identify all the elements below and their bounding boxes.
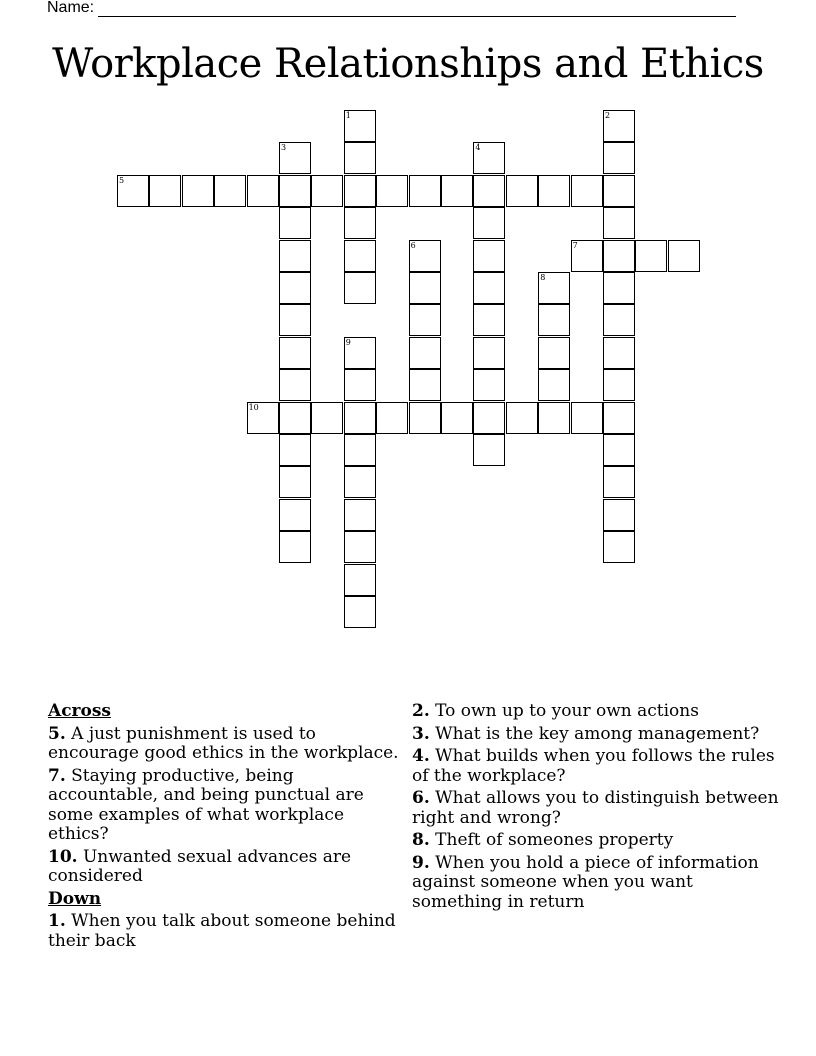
grid-cell[interactable] (668, 240, 700, 272)
grid-cell[interactable] (506, 175, 538, 207)
clue-text: A just punishment is used to encourage good ethics in the workplace. (48, 723, 399, 763)
cell-number: 10 (248, 402, 259, 412)
clue-number: 6. (412, 788, 430, 808)
grid-cell[interactable] (376, 402, 408, 434)
grid-cell[interactable] (279, 499, 311, 531)
grid-cell[interactable] (441, 402, 473, 434)
clue-text: When you talk about someone behind their back (48, 911, 396, 951)
cell-number: 5 (119, 175, 125, 185)
grid-cell[interactable] (344, 272, 376, 304)
clue-text: What is the key among management? (429, 723, 760, 744)
grid-cell[interactable] (344, 466, 376, 498)
grid-cell[interactable] (344, 531, 376, 563)
grid-cell[interactable] (409, 402, 441, 434)
grid-cell[interactable] (344, 564, 376, 596)
grid-cell[interactable] (603, 240, 635, 272)
grid-cell[interactable] (344, 369, 376, 401)
grid-cell[interactable] (538, 402, 570, 434)
grid-cell[interactable] (538, 272, 570, 304)
grid-cell[interactable] (441, 175, 473, 207)
clue-number: 1. (48, 911, 66, 931)
grid-cell[interactable] (344, 207, 376, 239)
grid-cell[interactable] (635, 240, 667, 272)
grid-cell[interactable] (473, 434, 505, 466)
clue-number: 7. (48, 765, 66, 786)
grid-cell[interactable] (279, 175, 311, 207)
grid-cell[interactable] (473, 240, 505, 272)
grid-cell[interactable] (279, 207, 311, 239)
grid-cell[interactable] (473, 207, 505, 239)
grid-cell[interactable] (279, 240, 311, 272)
clue-text: Staying productive, being accountable, and being punctual are some examples of what workplace ethics? (48, 765, 364, 844)
grid-cell[interactable] (603, 434, 635, 466)
grid-cell[interactable] (473, 337, 505, 369)
clue-text: When you hold a piece of information against someone when you want something in return (412, 852, 759, 912)
clue-text: What builds when you follows the rules of the workplace? (412, 746, 775, 786)
grid-cell[interactable] (506, 402, 538, 434)
grid-cell[interactable] (247, 175, 279, 207)
grid-cell[interactable] (214, 175, 246, 207)
clue-across-5 (48, 725, 408, 764)
grid-cell[interactable] (149, 175, 181, 207)
clue-down-3 (412, 725, 782, 745)
cell-number: 9 (345, 337, 351, 347)
grid-cell[interactable] (473, 369, 505, 401)
grid-cell[interactable] (279, 531, 311, 563)
grid-cell[interactable] (603, 402, 635, 434)
clue-number: 5. (48, 723, 66, 744)
grid-cell[interactable] (538, 337, 570, 369)
grid-cell[interactable] (409, 369, 441, 401)
grid-cell[interactable] (279, 337, 311, 369)
grid-cell[interactable] (279, 304, 311, 336)
cell-number: 6 (410, 240, 416, 250)
grid-cell[interactable] (603, 207, 635, 239)
grid-cell[interactable] (311, 402, 343, 434)
grid-cell[interactable] (409, 304, 441, 336)
grid-cell[interactable] (344, 110, 376, 142)
across-heading: Across (48, 701, 111, 721)
grid-cell[interactable] (473, 272, 505, 304)
grid-cell[interactable] (603, 142, 635, 174)
clue-text: To own up to your own actions (429, 701, 699, 721)
cell-number: 3 (281, 143, 287, 153)
down-heading: Down (48, 888, 102, 909)
clues-right-column (412, 702, 782, 915)
grid-cell[interactable] (571, 175, 603, 207)
clue-down-8 (412, 831, 782, 851)
grid-cell[interactable] (117, 175, 149, 207)
across-clue-list (48, 725, 408, 887)
grid-cell[interactable] (571, 402, 603, 434)
grid-cell[interactable] (311, 175, 343, 207)
grid-cell[interactable] (538, 304, 570, 336)
clue-text: What allows you to distinguish between right and wrong? (412, 788, 779, 828)
grid-cell[interactable] (409, 175, 441, 207)
clue-across-7 (48, 767, 408, 845)
clue-text: Theft of someones property (429, 830, 674, 850)
grid-cell[interactable] (344, 402, 376, 434)
down-clue-list-left (48, 912, 408, 951)
clue-text: Unwanted sexual advances are considered (48, 846, 352, 886)
grid-cell[interactable] (344, 240, 376, 272)
grid-cell[interactable] (279, 466, 311, 498)
grid-cell[interactable] (603, 304, 635, 336)
clue-number: 9. (412, 852, 430, 873)
grid-cell[interactable] (603, 110, 635, 142)
page-title: Workplace Relationships and Ethics (52, 41, 764, 87)
grid-cell[interactable] (603, 466, 635, 498)
clue-number: 3. (412, 723, 430, 744)
clue-number: 8. (412, 830, 430, 850)
grid-cell[interactable] (279, 272, 311, 304)
grid-cell[interactable] (344, 175, 376, 207)
grid-cell[interactable] (409, 337, 441, 369)
cell-number: 7 (572, 240, 578, 250)
grid-cell[interactable] (603, 369, 635, 401)
clue-down-1 (48, 912, 408, 951)
grid-cell[interactable] (279, 402, 311, 434)
cell-number: 4 (475, 143, 481, 153)
cell-number: 8 (540, 273, 546, 282)
clues-left-column (48, 702, 408, 954)
grid-cell[interactable] (279, 369, 311, 401)
grid-cell[interactable] (279, 434, 311, 466)
grid-cell[interactable] (344, 337, 376, 369)
grid-cell[interactable] (344, 142, 376, 174)
grid-cell[interactable] (473, 304, 505, 336)
grid-cell[interactable] (473, 402, 505, 434)
cell-number: 1 (345, 111, 351, 120)
grid-cell[interactable] (603, 531, 635, 563)
grid-cell[interactable] (279, 142, 311, 174)
clue-across-10 (48, 848, 408, 887)
clue-down-4 (412, 747, 782, 786)
clue-number: 10. (48, 846, 78, 867)
grid-cell[interactable] (538, 369, 570, 401)
grid-cell[interactable] (344, 596, 376, 628)
grid-cell[interactable] (538, 175, 570, 207)
clue-number: 2. (412, 701, 430, 721)
grid-cell[interactable] (182, 175, 214, 207)
grid-cell[interactable] (473, 142, 505, 174)
grid-cell[interactable] (603, 272, 635, 304)
grid-cell[interactable] (409, 272, 441, 304)
clue-down-6 (412, 789, 782, 828)
cell-number: 2 (605, 111, 611, 120)
grid-cell[interactable] (247, 402, 279, 434)
clue-down-2 (412, 702, 782, 722)
name-label: Name: (47, 0, 95, 16)
grid-cell[interactable] (571, 240, 603, 272)
clue-number: 4. (412, 746, 430, 766)
grid-cell[interactable] (344, 499, 376, 531)
grid-cell[interactable] (603, 337, 635, 369)
down-clue-list-right (412, 702, 782, 912)
grid-cell[interactable] (473, 175, 505, 207)
grid-cell[interactable] (344, 434, 376, 466)
grid-cell[interactable] (603, 499, 635, 531)
grid-cell[interactable] (409, 240, 441, 272)
grid-cell[interactable] (376, 175, 408, 207)
grid-cell[interactable] (603, 175, 635, 207)
clue-down-9 (412, 854, 782, 913)
